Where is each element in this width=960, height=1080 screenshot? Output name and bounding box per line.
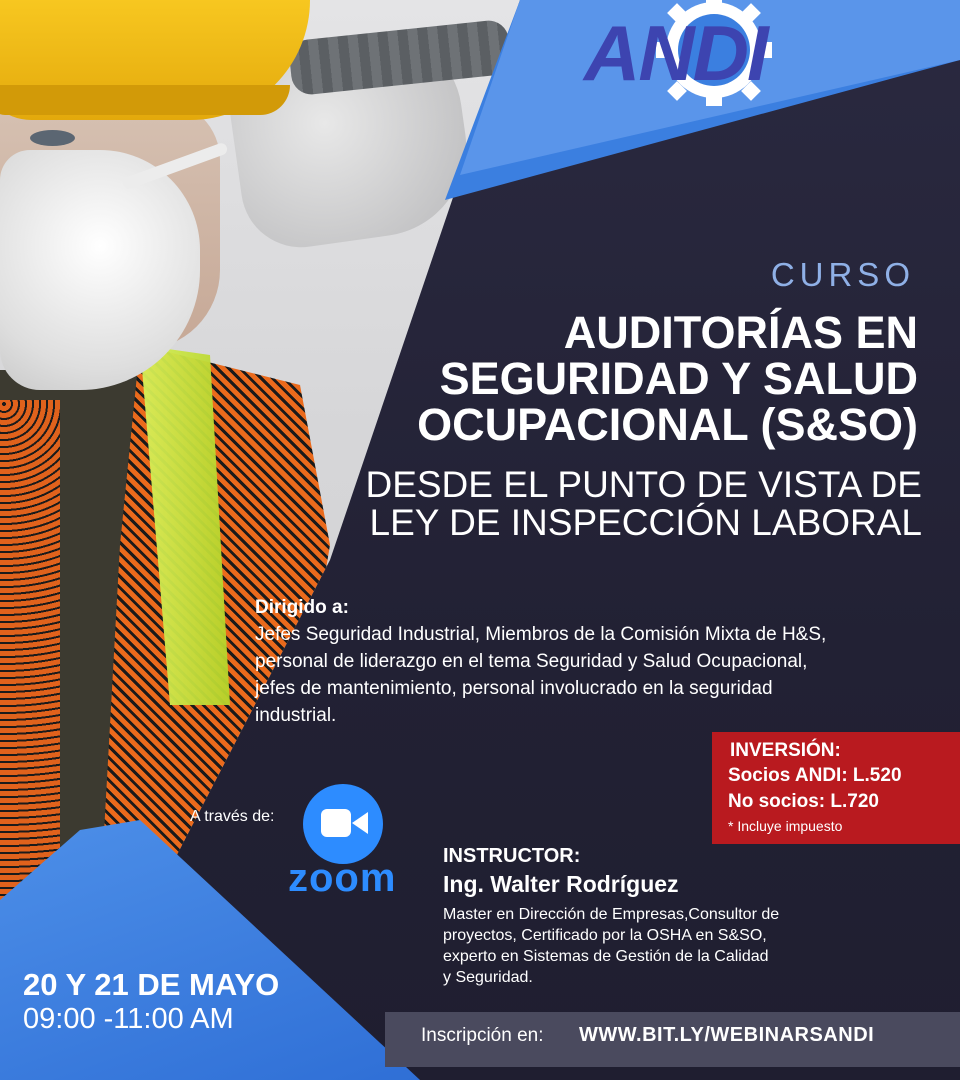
andi-logo xyxy=(582,0,832,115)
instructor-bio xyxy=(443,904,853,988)
glove-cuff xyxy=(288,19,513,97)
tax-note: * Incluye impuesto xyxy=(728,818,843,834)
course-subtitle-line: DESDE EL PUNTO DE VISTA DE xyxy=(365,464,922,505)
hard-hat-brim xyxy=(0,85,290,115)
instructor-label: INSTRUCTOR: xyxy=(443,845,581,867)
audience-line: personal de liderazgo en el tema Seguridad y Salud Ocupacional, xyxy=(255,651,808,672)
course-title-line: OCUPACIONAL (S&SO) xyxy=(417,399,918,450)
course-title-line: SEGURIDAD Y SALUD xyxy=(439,353,918,404)
course-subtitle-line: LEY DE INSPECCIÓN LABORAL xyxy=(369,502,922,543)
course-eyebrow: CURSO xyxy=(770,256,915,293)
instructor-bio-line: proyectos, Certificado por la OSHA en S&SO, xyxy=(443,927,767,944)
andi-logo-text: ANDI xyxy=(584,9,767,97)
zoom-camera-body xyxy=(321,809,351,837)
registration-label: Inscripción en: xyxy=(421,1025,544,1046)
audience-line: industrial. xyxy=(255,705,337,726)
audience-section xyxy=(255,594,935,729)
instructor-bio-line: y Seguridad. xyxy=(443,969,533,986)
investment-box xyxy=(712,732,960,844)
course-date: 20 Y 21 DE MAYO xyxy=(23,967,280,1002)
non-member-price: No socios: L.720 xyxy=(728,791,879,812)
member-price: Socios ANDI: L.520 xyxy=(728,765,902,786)
zoom-camera-lens xyxy=(352,812,368,834)
audience-line: jefes de mantenimiento, personal involucrado en la seguridad xyxy=(255,678,773,699)
safety-vest-left xyxy=(0,400,60,920)
worker-eye xyxy=(30,130,75,146)
course-title-line: AUDITORÍAS EN xyxy=(563,307,918,358)
course-time: 09:00 -11:00 AM xyxy=(23,1003,234,1035)
audience-line: Jefes Seguridad Industrial, Miembros de la Comisión Mixta de H&S, xyxy=(255,624,827,645)
instructor-bio-line: experto en Sistemas de Gestión de la Calidad xyxy=(443,948,769,965)
instructor-name: Ing. Walter Rodríguez xyxy=(443,871,679,897)
registration-link[interactable]: WWW.BIT.LY/WEBINARSANDI xyxy=(579,1024,875,1046)
course-subtitle xyxy=(322,466,922,542)
investment-title: INVERSIÓN: xyxy=(730,740,841,761)
zoom-wordmark: zoom xyxy=(288,856,397,900)
instructor-bio-line: Master en Dirección de Empresas,Consultor de xyxy=(443,906,780,923)
course-title xyxy=(358,307,918,450)
platform-label: A través de: xyxy=(190,808,275,825)
audience-heading: Dirigido a: xyxy=(255,597,349,618)
